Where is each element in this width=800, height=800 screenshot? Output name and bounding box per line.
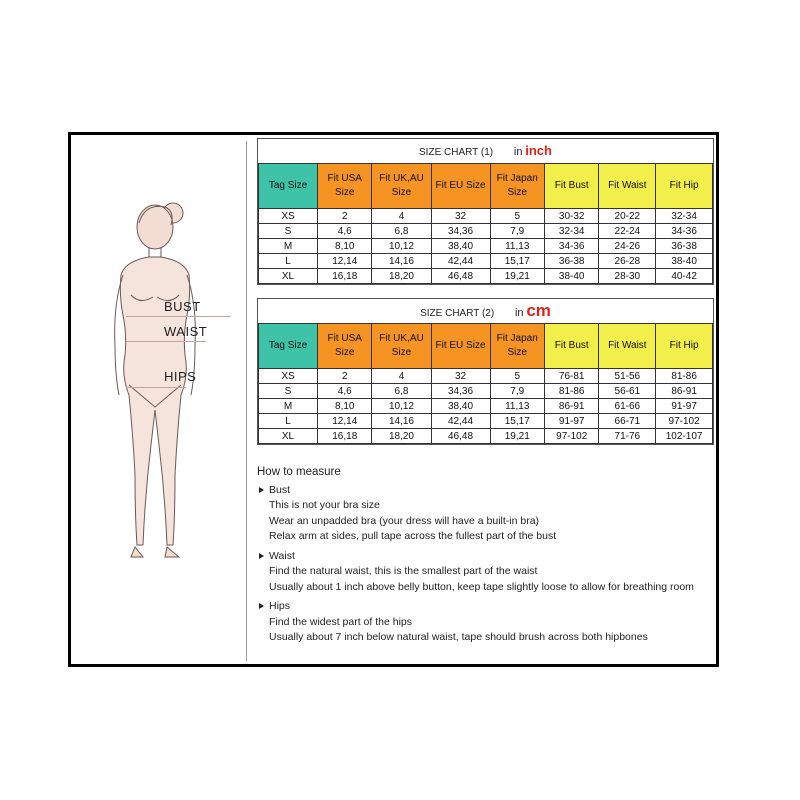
tag-size-cell: L [259,414,318,429]
size-cell: 34-36 [656,224,713,239]
header-cell: Fit Waist [599,324,656,369]
size-cell: 97-102 [656,414,713,429]
size-cell: 42,44 [431,254,490,269]
tag-size-cell: S [259,384,318,399]
table-row [259,224,713,239]
tag-size-cell: XS [259,369,318,384]
triangle-bullet-icon [259,603,264,609]
section-heading: Hips [269,600,291,612]
instruction-line: Find the natural waist, this is the smallest part of the waist [269,565,538,577]
chart-unit: inch [525,143,552,158]
header-cell: Fit Waist [599,164,656,209]
size-cell: 10,12 [372,399,431,414]
tag-size-cell: S [259,224,318,239]
table-row [259,254,713,269]
table-row [259,239,713,254]
size-cell: 97-102 [544,429,598,444]
size-cell: 11,13 [490,399,544,414]
size-cell: 2 [318,369,372,384]
header-cell: Fit Hip [656,324,713,369]
table-row [259,414,713,429]
size-cell: 4 [372,209,431,224]
size-cell: 91-97 [656,399,713,414]
how-to-measure [257,465,719,646]
size-chart-cm [257,298,714,445]
table-row [259,269,713,284]
header-cell: Fit Bust [544,164,598,209]
size-cell: 14,16 [372,254,431,269]
size-cell: 19,21 [490,429,544,444]
size-cell: 16,18 [318,429,372,444]
size-table-cm [258,323,713,444]
header-cell: Fit EU Size [431,324,490,369]
size-cell: 34-36 [544,239,598,254]
size-cell: 66-71 [599,414,656,429]
chart-unit: cm [526,301,551,320]
table-row [259,384,713,399]
section-heading: Bust [269,483,291,496]
chart-title [258,299,713,323]
size-cell: 38-40 [656,254,713,269]
size-cell: 46,48 [431,269,490,284]
size-cell: 5 [490,369,544,384]
size-cell: 5 [490,209,544,224]
tag-size-cell: XS [259,209,318,224]
size-chart-frame [68,132,719,667]
size-cell: 18,20 [372,429,431,444]
bust-label: BUST [164,299,201,314]
size-cell: 11,13 [490,239,544,254]
section-hips [259,599,719,646]
size-cell: 76-81 [544,369,598,384]
section-waist [259,549,719,596]
size-cell: 26-28 [599,254,656,269]
size-cell: 15,17 [490,414,544,429]
how-to-title: How to measure [257,466,341,478]
table-body [259,209,713,284]
bust-line [126,316,231,317]
chart-unit-prefix: in [514,307,524,319]
size-cell: 7,9 [490,384,544,399]
chart-title [258,139,713,163]
size-cell: 32 [431,369,490,384]
triangle-bullet-icon [259,553,264,559]
waist-label: WAIST [164,324,208,339]
size-cell: 61-66 [599,399,656,414]
size-cell: 7,9 [490,224,544,239]
size-cell: 10,12 [372,239,431,254]
tag-size-cell: M [259,399,318,414]
chart-title-text: SIZE CHART (1) [419,147,494,158]
body-figure-illustration [85,195,235,575]
tag-size-cell: L [259,254,318,269]
size-cell: 4 [372,369,431,384]
size-cell: 16,18 [318,269,372,284]
size-cell: 34,36 [431,384,490,399]
size-table-inch [258,163,713,284]
section-heading: Waist [269,549,295,562]
header-cell: Fit UK,AU Size [372,164,431,209]
table-body [259,369,713,444]
chart-unit-prefix: in [513,146,523,158]
instruction-line: Usually about 7 inch below natural waist, tape should brush across both hipbones [269,631,648,643]
size-cell: 36-38 [544,254,598,269]
size-cell: 4,6 [318,384,372,399]
table-row [259,429,713,444]
waist-line [126,341,206,342]
size-cell: 14,16 [372,414,431,429]
size-cell: 15,17 [490,254,544,269]
instruction-line: Find the widest part of the hips [269,615,412,628]
size-cell: 81-86 [656,369,713,384]
size-cell: 18,20 [372,269,431,284]
size-cell: 20-22 [599,209,656,224]
instruction-line: This is not your bra size [269,499,380,511]
header-cell: Tag Size [259,324,318,369]
size-cell: 6,8 [372,224,431,239]
size-cell: 4,6 [318,224,372,239]
header-row [259,324,713,369]
size-cell: 12,14 [318,254,372,269]
header-cell: Fit USA Size [318,164,372,209]
header-cell: Fit Japan Size [490,324,544,369]
size-cell: 36-38 [656,239,713,254]
header-cell: Fit EU Size [431,164,490,209]
size-cell: 42,44 [431,414,490,429]
table-row [259,209,713,224]
size-cell: 102-107 [656,429,713,444]
size-cell: 86-91 [656,384,713,399]
header-row [259,164,713,209]
size-cell: 32 [431,209,490,224]
size-cell: 81-86 [544,384,598,399]
size-cell: 12,14 [318,414,372,429]
size-cell: 71-76 [599,429,656,444]
hips-label: HIPS [164,369,197,384]
header-cell: Fit Bust [544,324,598,369]
size-cell: 38,40 [431,399,490,414]
header-cell: Fit Japan Size [490,164,544,209]
size-cell: 28-30 [599,269,656,284]
size-cell: 6,8 [372,384,431,399]
size-cell: 32-34 [656,209,713,224]
size-cell: 40-42 [656,269,713,284]
size-cell: 34,36 [431,224,490,239]
size-cell: 86-91 [544,399,598,414]
size-cell: 8,10 [318,399,372,414]
size-cell: 2 [318,209,372,224]
size-cell: 8,10 [318,239,372,254]
table-row [259,369,713,384]
hips-line [126,387,186,388]
section-bust [259,483,719,545]
size-cell: 24-26 [599,239,656,254]
instruction-line: Wear an unpadded bra (your dress will have a built-in bra) [269,514,540,527]
instruction-line: Usually about 1 inch above belly button, keep tape slightly loose to allow for breathing room [269,580,694,593]
header-cell: Tag Size [259,164,318,209]
size-cell: 56-61 [599,384,656,399]
size-cell: 19,21 [490,269,544,284]
size-cell: 38-40 [544,269,598,284]
chart-title-text: SIZE CHART (2) [420,308,495,319]
size-cell: 46,48 [431,429,490,444]
size-cell: 22-24 [599,224,656,239]
vertical-divider [246,141,247,661]
header-cell: Fit Hip [656,164,713,209]
size-cell: 32-34 [544,224,598,239]
tag-size-cell: XL [259,269,318,284]
header-cell: Fit UK,AU Size [372,324,431,369]
size-cell: 30-32 [544,209,598,224]
size-cell: 91-97 [544,414,598,429]
header-cell: Fit USA Size [318,324,372,369]
tag-size-cell: XL [259,429,318,444]
size-cell: 38,40 [431,239,490,254]
size-cell: 51-56 [599,369,656,384]
triangle-bullet-icon [259,487,264,493]
size-chart-inch [257,138,714,285]
table-row [259,399,713,414]
tag-size-cell: M [259,239,318,254]
instruction-line: Relax arm at sides, pull tape across the fullest part of the bust [269,530,557,542]
